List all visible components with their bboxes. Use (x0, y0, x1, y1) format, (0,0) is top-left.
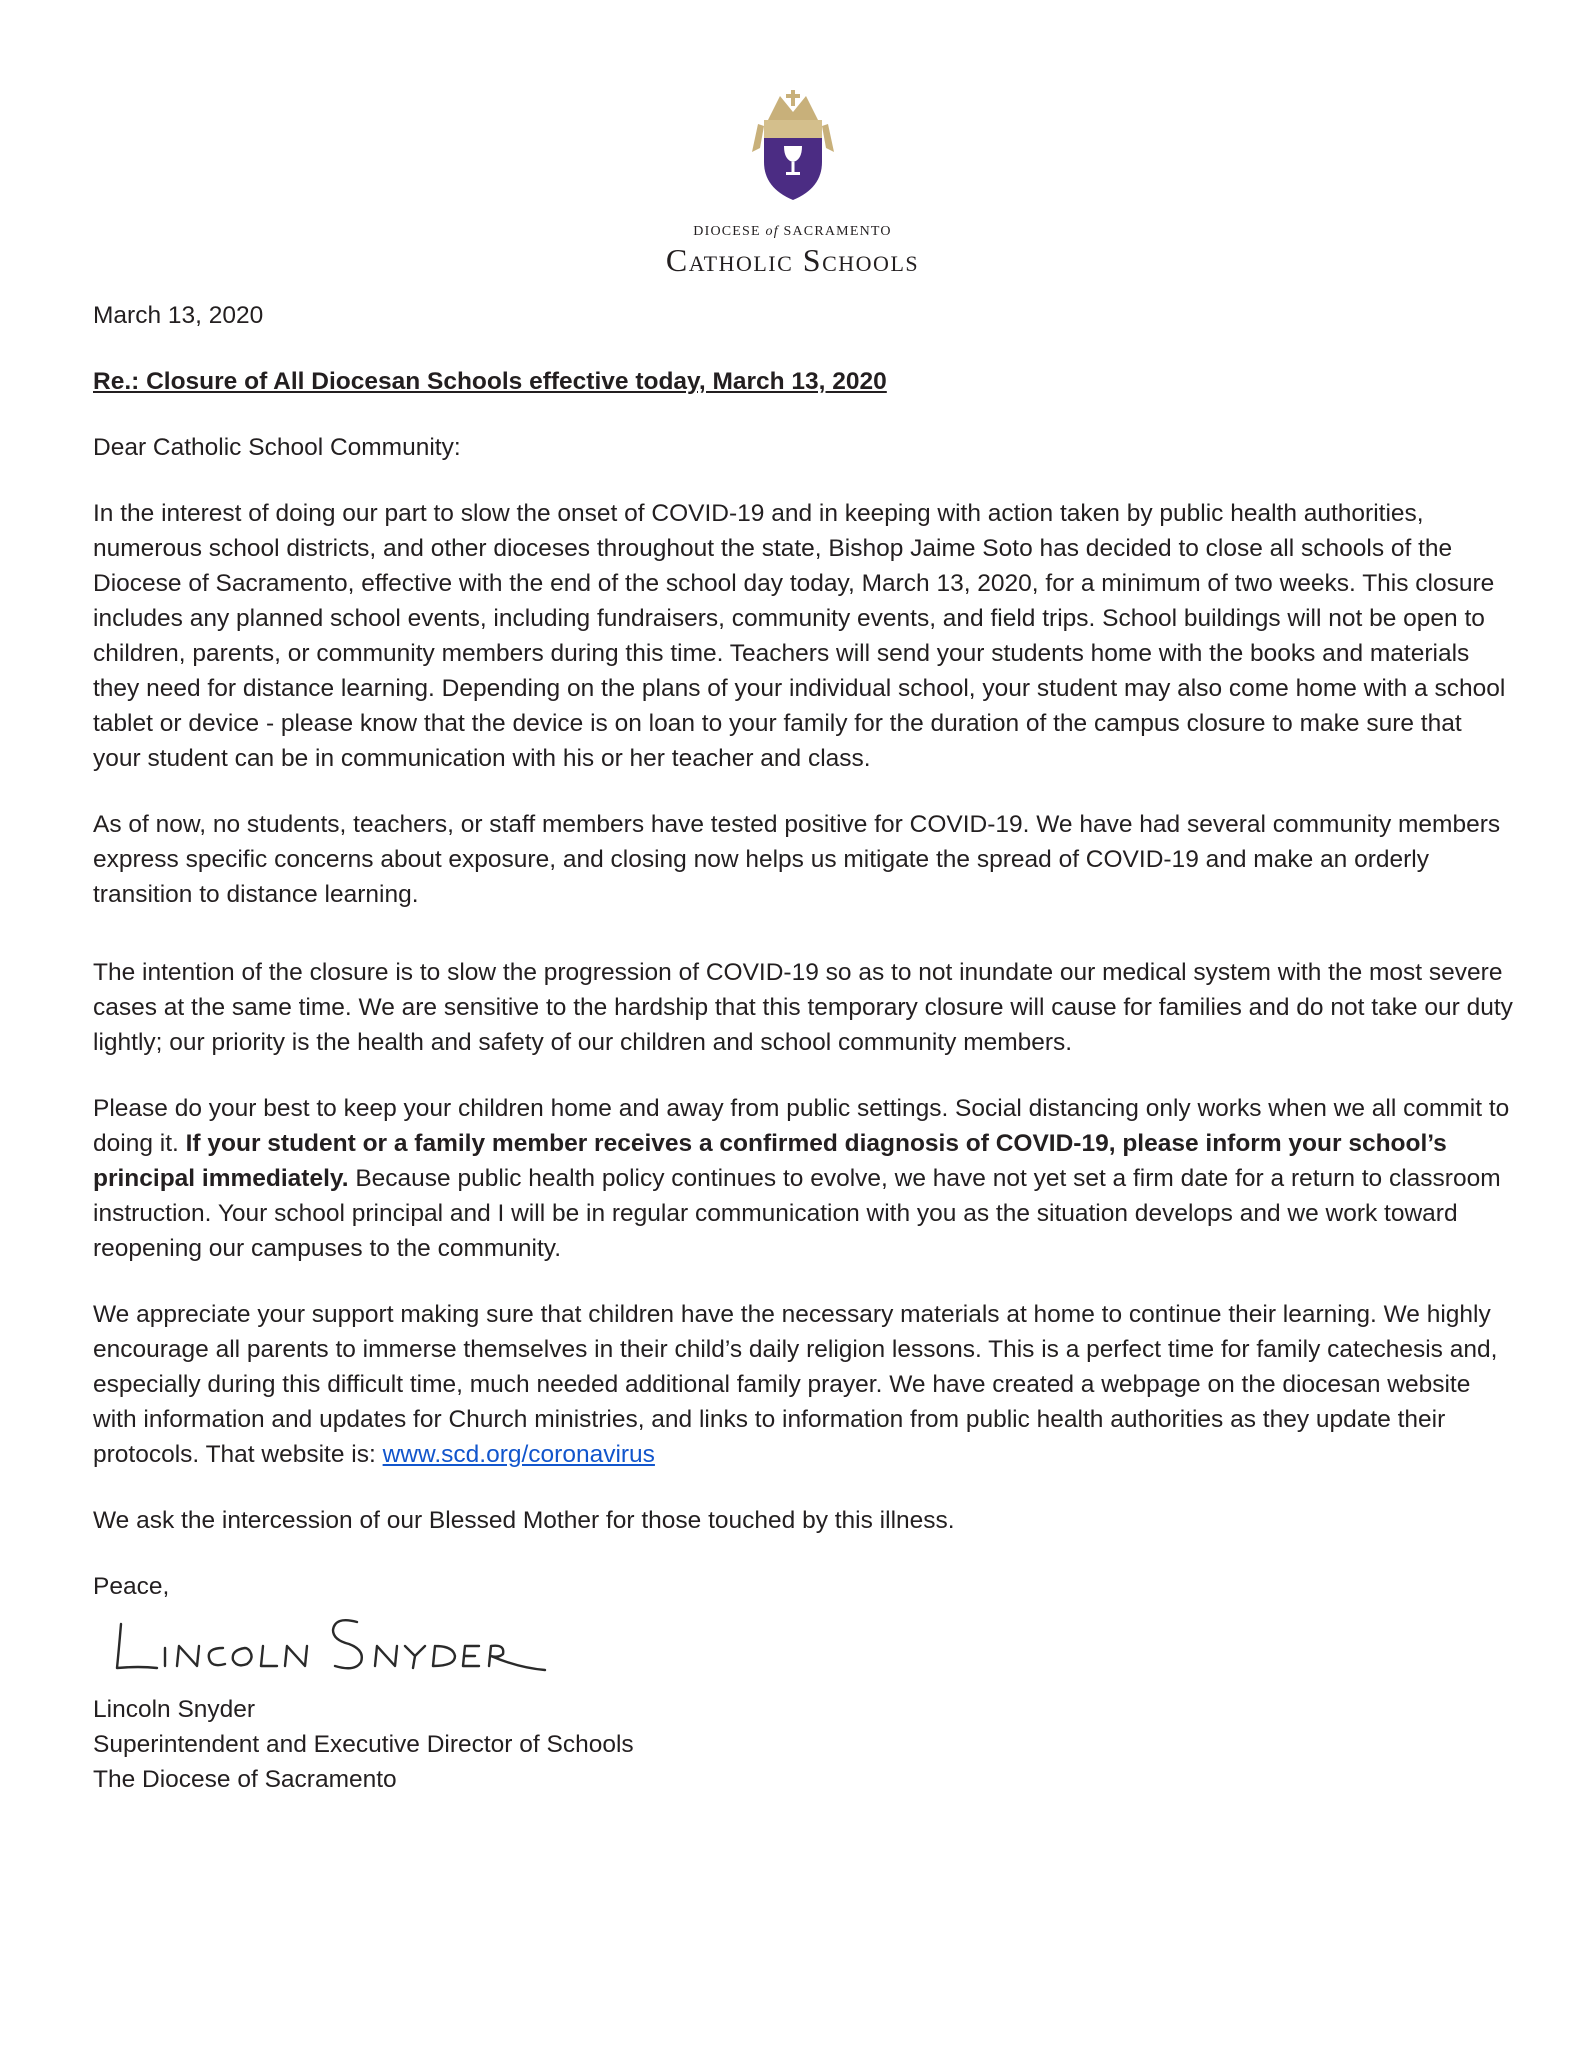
paragraph-3: The intention of the closure is to slow the progression of COVID-19 so as to not inundate our medical system with the most severe cases at the same time. We are sensitive to the hardship that this temporary closure will cause for families and do not take our duty lightly; our priority is the health and safety of our children and school community members. (93, 959, 1513, 1056)
salutation: Dear Catholic School Community: (93, 434, 461, 461)
signer-title: Superintendent and Executive Director of Schools (93, 1731, 634, 1758)
signer-organization: The Diocese of Sacramento (93, 1766, 397, 1793)
paragraph-1: In the interest of doing our part to slow the onset of COVID-19 and in keeping with action taken by public health authorities, numerous school districts, and other dioceses throughout the state, Bishop Jaime Soto has decided to close all schools of the Diocese of Sacramento, effective with the end of the school day today, March 13, 2020, for a minimum of two weeks. This closure includes any planned school events, including fundraisers, community events, and field trips. School buildings will not be open to children, parents, or community members during this time. Teachers will send your students home with the books and materials they need for distance learning. Depending on the plans of your individual school, your student may also come home with a school tablet or device - please know that the device is on loan to your family for the duration of the campus closure to make sure that your student can be in communication with his or her teacher and class. (93, 500, 1506, 772)
paragraph-2: As of now, no students, teachers, or staff members have tested positive for COVID-19. We have had several community members express specific concerns about exposure, and closing now helps us mitigate the spread of COVID-19 and make an orderly transition to distance learning. (93, 811, 1501, 908)
letter-body (93, 298, 1513, 1797)
org-name-main: Catholic Schools (665, 242, 920, 278)
org-name-top: DIOCESE of SACRAMENTO (693, 224, 892, 239)
handwritten-signature (99, 1606, 559, 1686)
diocese-crest-logo (748, 90, 838, 202)
signature-block (93, 1569, 1513, 1797)
paragraph-6: We ask the intercession of our Blessed Mother for those touched by this illness. (93, 1507, 955, 1534)
covid-notice-bold: If your student or a family member receives a confirmed diagnosis of COVID-19, please inform your school’s principal immediately. (93, 1130, 1447, 1192)
letter-date: March 13, 2020 (93, 302, 264, 329)
coronavirus-website-link[interactable]: www.scd.org/coronavirus (382, 1441, 655, 1468)
letterhead (0, 90, 1585, 279)
signer-name: Lincoln Snyder (93, 1696, 256, 1723)
paragraph-4: Please do your best to keep your children home and away from public settings. Social distancing only works when we all commit to doing it. If your student or a family member receives a confirmed diagnosis of COVID-19, please inform your school’s principal immediately. Because public health policy continues to evolve, we have not yet set a firm date for a return to classroom instruction. Your school principal and I will be in regular communication with you as the situation develops and we work toward reopening our campuses to the community. (93, 1095, 1510, 1262)
letter-subject: Re.: Closure of All Diocesan Schools effective today, March 13, 2020 (93, 368, 887, 395)
paragraph-5: We appreciate your support making sure that children have the necessary materials at home to continue their learning. We highly encourage all parents to immerse themselves in their child’s daily religion lessons. This is a perfect time for family catechesis and, especially during this difficult time, much needed additional family prayer. We have created a webpage on the diocesan website with information and updates for Church ministries, and links to information from public health authorities as they update their protocols. That website is: www.scd.org/coronavirus (93, 1301, 1498, 1468)
closing: Peace, (93, 1573, 170, 1600)
